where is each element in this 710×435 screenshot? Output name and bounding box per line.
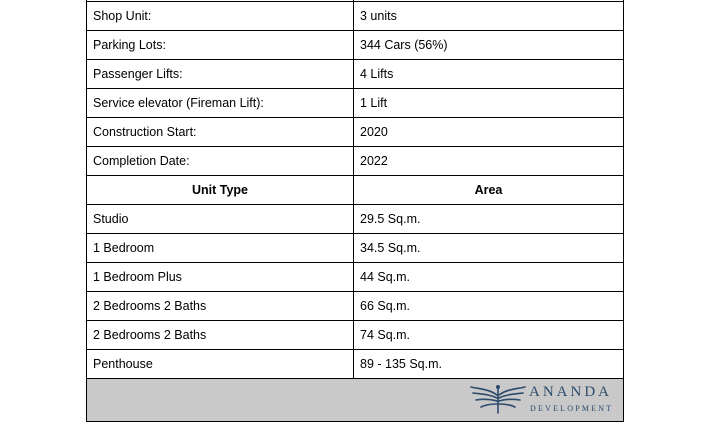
spec-value: 2020 (354, 118, 624, 147)
spec-value: 4 Lifts (354, 60, 624, 89)
spec-value: 344 Cars (56%) (354, 31, 624, 60)
unit-type-cell: 2 Bedrooms 2 Baths (87, 321, 354, 350)
unit-type-cell: Studio (87, 205, 354, 234)
area-cell: 29.5 Sq.m. (354, 205, 624, 234)
unit-type-cell: Penthouse (87, 350, 354, 379)
footer-row (87, 379, 624, 422)
table-row (87, 147, 624, 176)
unit-type-cell: 1 Bedroom Plus (87, 263, 354, 292)
spec-label: Completion Date: (87, 147, 354, 176)
footer-banner (87, 379, 624, 422)
spec-label: Construction Start: (87, 118, 354, 147)
table-row (87, 118, 624, 147)
area-cell: 89 - 135 Sq.m. (354, 350, 624, 379)
ananda-logo (469, 383, 615, 417)
area-cell: 74 Sq.m. (354, 321, 624, 350)
spec-label: Parking Lots: (87, 31, 354, 60)
table-row (87, 234, 624, 263)
table-row (87, 350, 624, 379)
logo-wordmark: ANANDA (529, 384, 612, 400)
spec-value: 1 Lift (354, 89, 624, 118)
area-cell: 44 Sq.m. (354, 263, 624, 292)
table-row (87, 205, 624, 234)
table-row (87, 263, 624, 292)
logo-subtitle: DEVELOPMENT (530, 404, 614, 413)
table-row (87, 89, 624, 118)
spec-label: Service elevator (Fireman Lift): (87, 89, 354, 118)
winged-logo-icon (469, 383, 527, 417)
table-row (87, 321, 624, 350)
spec-label: Passenger Lifts: (87, 60, 354, 89)
unit-type-cell: 1 Bedroom (87, 234, 354, 263)
spec-value: 3 units (354, 2, 624, 31)
project-spec-table (86, 0, 624, 422)
table-row (87, 60, 624, 89)
unit-table-header-row (87, 176, 624, 205)
unit-type-header: Unit Type (87, 176, 354, 205)
spec-label: Shop Unit: (87, 2, 354, 31)
area-cell: 66 Sq.m. (354, 292, 624, 321)
spec-value: 2022 (354, 147, 624, 176)
table-row (87, 2, 624, 31)
table-row (87, 292, 624, 321)
area-header: Area (354, 176, 624, 205)
table-row (87, 31, 624, 60)
unit-type-cell: 2 Bedrooms 2 Baths (87, 292, 354, 321)
area-cell: 34.5 Sq.m. (354, 234, 624, 263)
